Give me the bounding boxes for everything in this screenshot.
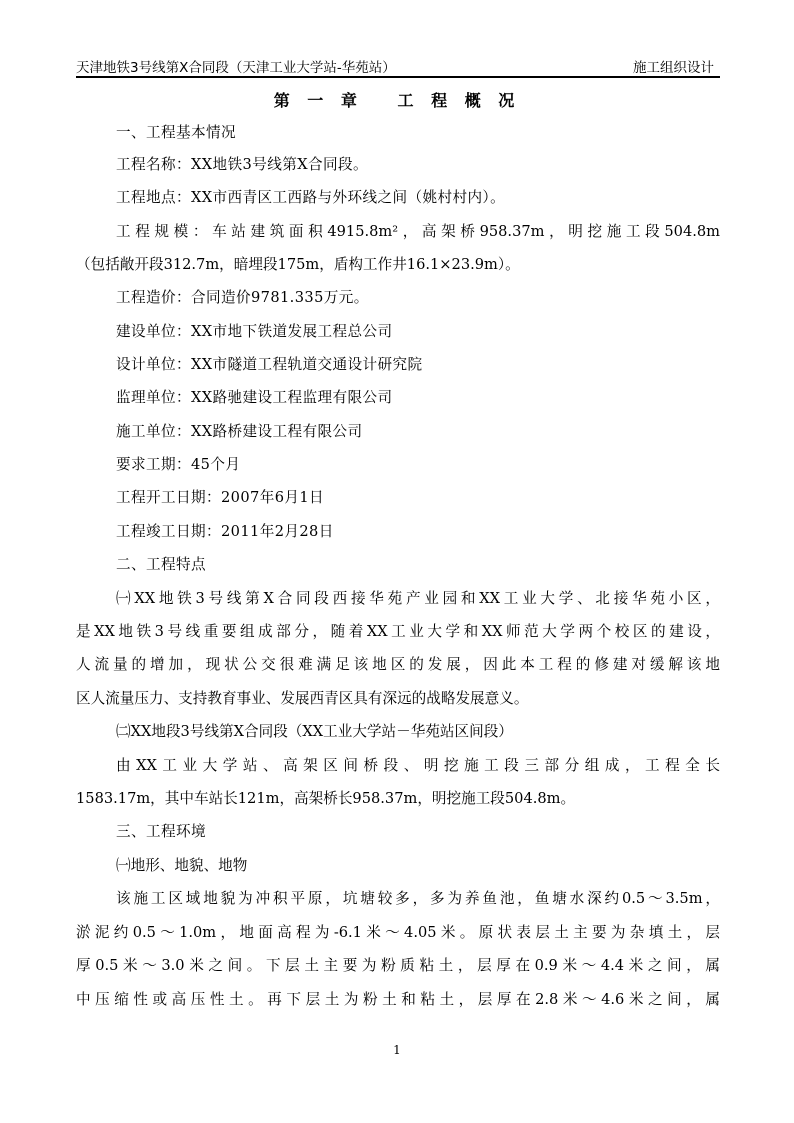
construction-unit-line: 施工单位：XX路桥建设工程有限公司	[116, 423, 363, 440]
subsection-heading-terrain: ㈠地形、地貌、地物	[116, 857, 248, 874]
project-scale-line: 工程规模：车站建筑面积4915.8m²，高架桥958.37m，明挖施工段504.8m	[116, 223, 720, 240]
duration-line: 要求工期：45个月	[116, 456, 241, 473]
terrain-paragraph-line-2: 淤泥约0.5～1.0m，地面高程为-6.1米～4.05米。原状表层土主要为杂填土，层	[76, 924, 720, 941]
page-number: 1	[393, 1043, 401, 1057]
page-header	[76, 56, 720, 78]
supervision-unit-line: 监理单位：XX路驰建设工程监理有限公司	[116, 389, 393, 406]
feature-paragraph-1-line-2: 是XX地铁3号线重要组成部分，随着XX工业大学和XX师范大学两个校区的建设，	[76, 623, 720, 640]
terrain-paragraph-line-3: 厚0.5米～3.0米之间。下层土主要为粉质粘土，层厚在0.9米～4.4米之间，属	[76, 957, 720, 974]
owner-unit-line: 建设单位：XX市地下铁道发展工程总公司	[116, 323, 393, 340]
section-heading-environment: 三、工程环境	[116, 823, 206, 840]
feature-paragraph-1-line-4: 区人流量压力、支持教育事业、发展西青区具有深远的战略发展意义。	[76, 690, 529, 707]
chapter-title: 第 一 章 工 程 概 况	[273, 91, 521, 110]
project-scale-line-cont: （包括敞开段312.7m，暗埋段175m，盾构工作井16.1×23.9m）。	[76, 256, 520, 273]
project-cost-line: 工程造价：合同造价9781.335万元。	[116, 289, 369, 306]
completion-date-line: 工程竣工日期：2011年2月28日	[116, 523, 334, 540]
section-heading-features: 二、工程特点	[116, 556, 206, 573]
feature-paragraph-3-line-1: 由XX工业大学站、高架区间桥段、明挖施工段三部分组成，工程全长	[116, 757, 720, 774]
section-heading-basic-info: 一、工程基本情况	[116, 124, 236, 141]
start-date-line: 工程开工日期：2007年6月1日	[116, 489, 325, 506]
terrain-paragraph-line-1: 该施工区域地貌为冲积平原，坑塘较多，多为养鱼池，鱼塘水深约0.5～3.5m，	[116, 890, 720, 907]
project-name-line: 工程名称：XX地铁3号线第X合同段。	[116, 156, 368, 173]
header-project-title: 天津地铁3号线第X合同段（天津工业大学站-华苑站）	[76, 60, 396, 76]
feature-paragraph-1-line-3: 人流量的增加，现状公交很难满足该地区的发展，因此本工程的修建对缓解该地	[76, 656, 720, 673]
design-unit-line: 设计单位：XX市隧道工程轨道交通设计研究院	[116, 356, 423, 373]
feature-paragraph-1-line-1: ㈠XX地铁3号线第X合同段西接华苑产业园和XX工业大学、北接华苑小区，	[116, 590, 720, 607]
header-document-type: 施工组织设计	[633, 60, 714, 76]
project-location-line: 工程地点：XX市西青区工西路与外环线之间（姚村村内）。	[116, 189, 506, 206]
terrain-paragraph-line-4: 中压缩性或高压性土。再下层土为粉土和粘土，层厚在2.8米～4.6米之间，属	[76, 991, 720, 1008]
feature-paragraph-2-line-1: ㈡XX地段3号线第X合同段（XX工业大学站－华苑站区间段）	[116, 723, 513, 740]
feature-paragraph-3-line-2: 1583.17m，其中车站长121m，高架桥长958.37m，明挖施工段504.8m。	[76, 790, 576, 807]
